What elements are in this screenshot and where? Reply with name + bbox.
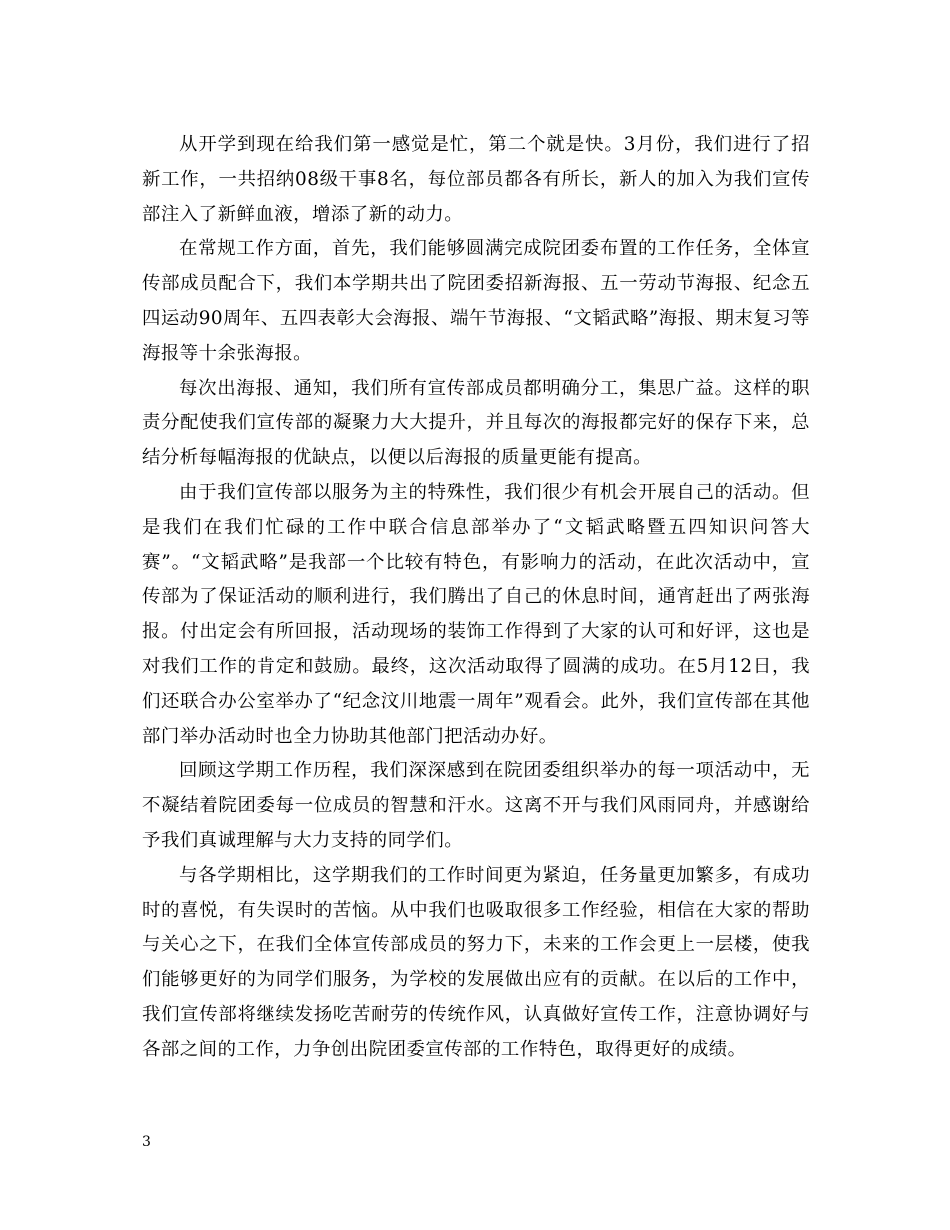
paragraph-outlook: 与各学期相比，这学期我们的工作时间更为紧迫，任务量更加繁多，有成功时的喜悦，有失误时的苦恼。从中我们也吸取很多工作经验，相信在大家的帮助与关心之下，在我们全体宣传部成员的努力下，未来的工作会更上一层楼，使我们能够更好的为同学们服务，为学校的发展做出应有的贡献。在以后的工作中，我们宣传部将继续发扬吃苦耐劳的传统作风，认真做好宣传工作，注意协调好与各部之间的工作，力争创出院团委宣传部的工作特色，取得更好的成绩。 (142, 864, 810, 1060)
document-body (142, 128, 810, 1068)
page-number: 3 (142, 1134, 151, 1150)
paragraph-division-of-labor: 每次出海报、通知，我们所有宣传部成员都明确分工，集思广益。这样的职责分配使我们宣传部的凝聚力大大提升，并且每次的海报都完好的保存下来，总结分析每幅海报的优缺点，以便以后海报的质量更能有提高。 (142, 377, 810, 469)
paragraph-activities: 由于我们宣传部以服务为主的特殊性，我们很少有机会开展自己的活动。但是我们在我们忙碌的工作中联合信息部举办了“文韬武略暨五四知识问答大赛”。“文韬武略”是我部一个比较有特色，有影响力的活动，在此次活动中，宣传部为了保证活动的顺利进行，我们腾出了自己的休息时间，通宵赶出了两张海报。付出定会有所回报，活动现场的装饰工作得到了大家的认可和好评，这也是对我们工作的肯定和鼓励。最终，这次活动取得了圆满的成功。在5月12日，我们还联合办公室举办了“纪念汶川地震一周年”观看会。此外，我们宣传部在其他部门举办活动时也全力协助其他部门把活动办好。 (142, 481, 810, 747)
paragraph-review: 回顾这学期工作历程，我们深深感到在院团委组织举办的每一项活动中，无不凝结着院团委每一位成员的智慧和汗水。这离不开与我们风雨同舟，并感谢给予我们真诚理解与大力支持的同学们。 (142, 760, 810, 851)
paragraph-routine-work: 在常规工作方面，首先，我们能够圆满完成院团委布置的工作任务，全体宣传部成员配合下，我们本学期共出了院团委招新海报、五一劳动节海报、纪念五四运动90周年、五四表彰大会海报、端午节海报、“文韬武略”海报、期末复习等海报等十余张海报。 (142, 238, 810, 364)
paragraph-recruitment: 从开学到现在给我们第一感觉是忙，第二个就是快。3月份，我们进行了招新工作，一共招纳08级干事8名，每位部员都各有所长，新人的加入为我们宣传部注入了新鲜血液，增添了新的动力。 (142, 134, 810, 225)
